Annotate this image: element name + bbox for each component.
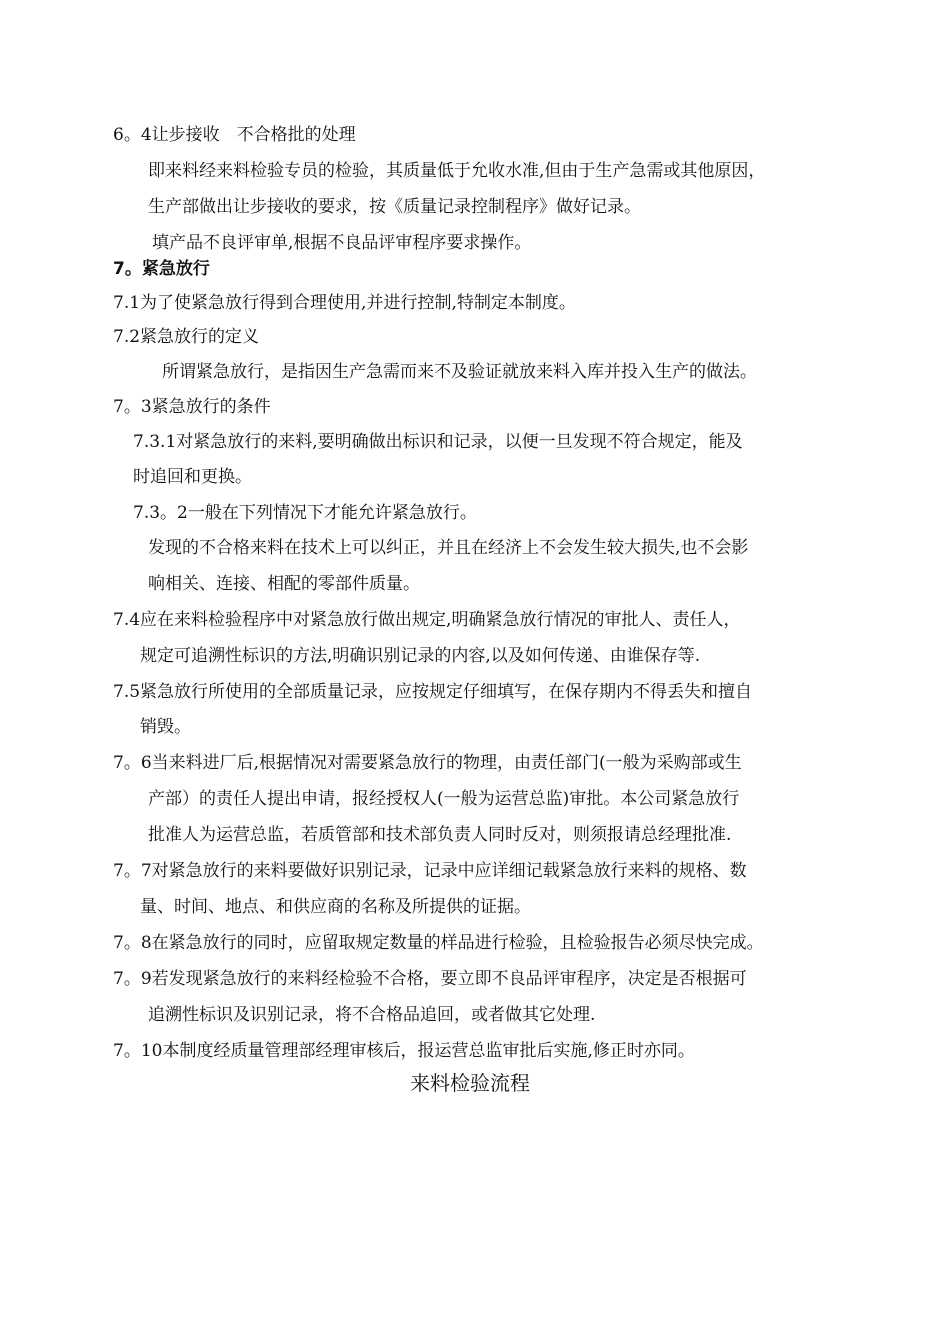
paragraph-line: 发现的不合格来料在技术上可以纠正，并且在经济上不会发生较大损失,也不会影 [148,538,749,558]
paragraph-line: 所谓紧急放行，是指因生产急需而来不及验证就放来料入库并投入生产的做法。 [162,362,757,382]
paragraph-line: 销毁。 [140,717,191,737]
paragraph-line: 7。6当来料进厂后,根据情况对需要紧急放行的物理，由责任部门(一般为采购部或生 [113,753,742,773]
flow-title: 来料检验流程 [410,1071,530,1095]
paragraph-line: 产部）的责任人提出申请，报经授权人(一般为运营总监)审批。本公司紧急放行 [148,789,740,809]
section-7-heading: 7。紧急放行 [113,259,210,279]
paragraph-line: 7。9若发现紧急放行的来料经检验不合格，要立即不良品评审程序，决定是否根据可 [113,969,747,989]
paragraph-line: 7.5紧急放行所使用的全部质量记录，应按规定仔细填写，在保存期内不得丢失和擅自 [113,682,753,702]
paragraph-line: 时追回和更换。 [133,467,252,487]
paragraph-line: 7。10本制度经质量管理部经理审核后，报运营总监审批后实施,修正时亦同。 [113,1041,695,1061]
paragraph-line: 追溯性标识及识别记录，将不合格品追回，或者做其它处理. [148,1005,596,1025]
paragraph-line: 7。7对紧急放行的来料要做好识别记录，记录中应详细记载紧急放行来料的规格、数 [113,861,747,881]
paragraph-line: 规定可追溯性标识的方法,明确识别记录的内容,以及如何传递、由谁保存等. [140,646,701,666]
paragraph-line: 7.1为了使紧急放行得到合理使用,并进行控制,特制定本制度。 [113,293,576,313]
paragraph-line: 即来料经来料检验专员的检验，其质量低于允收水准,但由于生产急需或其他原因， [148,161,766,181]
paragraph-line: 7.3.1对紧急放行的来料,要明确做出标识和记录，以便一旦发现不符合规定，能及 [133,432,743,452]
paragraph-line: 7。3紧急放行的条件 [113,397,271,417]
paragraph-line: 填产品不良评审单,根据不良品评审程序要求操作。 [152,233,532,253]
paragraph-line: 响相关、连接、相配的零部件质量。 [148,574,420,594]
section-6-4-heading: 6。4让步接收 不合格批的处理 [113,125,356,145]
paragraph-line: 7.2紧急放行的定义 [113,327,260,347]
paragraph-line: 7.3。2一般在下列情况下才能允许紧急放行。 [133,503,477,523]
paragraph-line: 7。8在紧急放行的同时，应留取规定数量的样品进行检验，且检验报告必须尽快完成。 [113,933,764,953]
paragraph-line: 7.4应在来料检验程序中对紧急放行做出规定,明确紧急放行情况的审批人、责任人， [113,610,741,630]
paragraph-line: 量、时间、地点、和供应商的名称及所提供的证据。 [140,897,531,917]
paragraph-line: 生产部做出让步接收的要求，按《质量记录控制程序》做好记录。 [148,197,641,217]
paragraph-line: 批准人为运营总监，若质管部和技术部负责人同时反对，则须报请总经理批准. [148,825,732,845]
